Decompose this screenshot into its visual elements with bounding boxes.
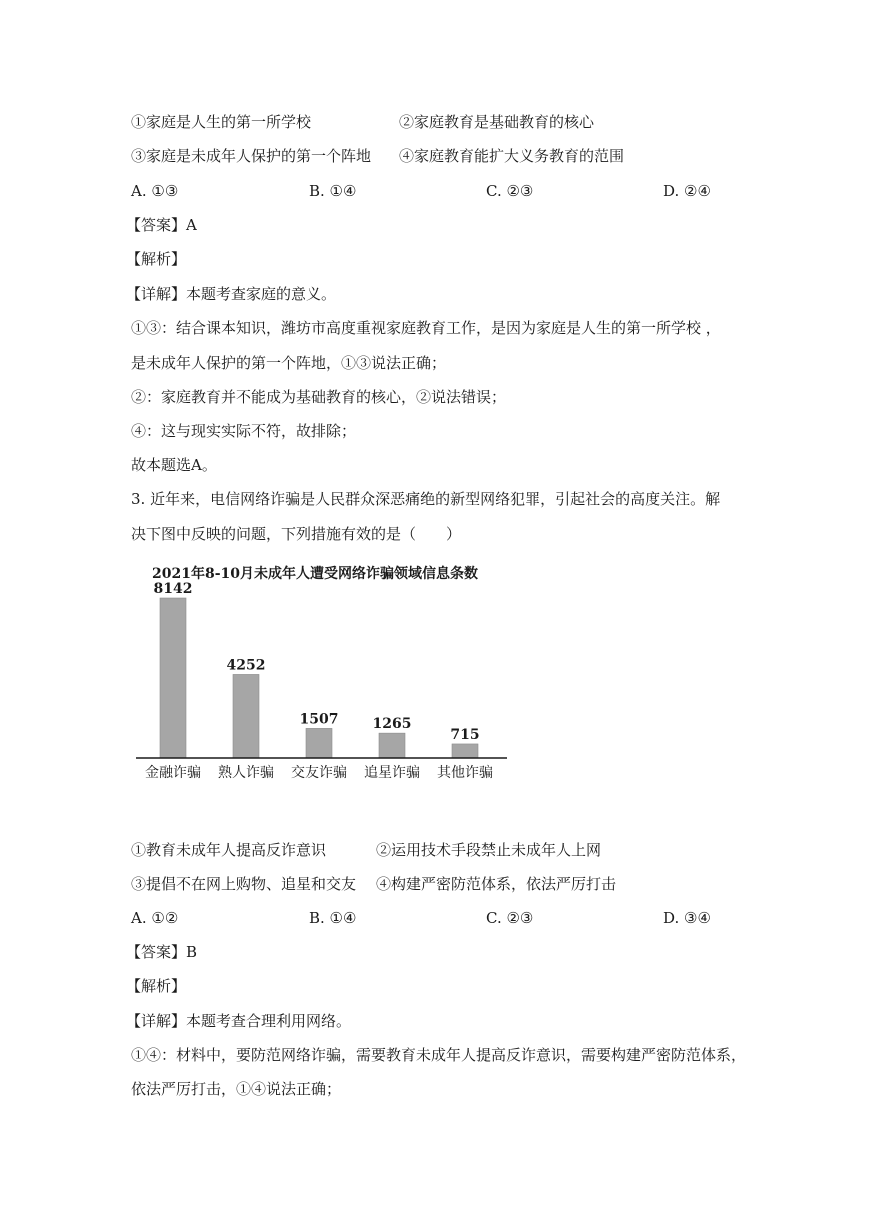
q2-answer: 【答案】A [126, 216, 197, 234]
q2-choice-b: B. ①④ [309, 182, 357, 200]
bar-1 [160, 598, 186, 758]
bar-value-label-4: 1265 [372, 716, 412, 733]
bar-5 [452, 744, 478, 758]
bar-3 [306, 728, 332, 758]
q3-choice-d: D. ③④ [663, 909, 711, 927]
q3-choice-b: B. ①④ [309, 909, 357, 927]
q2-detail-heading: 【详解】本题考查家庭的意义。 [126, 285, 337, 303]
fraud-bar-chart [130, 560, 520, 785]
q2-analysis-heading: 【解析】 [126, 250, 187, 268]
q3-stem-line-2: 决下图中反映的问题，下列措施有效的是（ ） [131, 525, 462, 543]
q3-option-1: ①教育未成年人提高反诈意识 [131, 841, 327, 859]
q3-option-4: ④构建严密防范体系，依法严厉打击 [376, 875, 617, 893]
q2-option-2: ②家庭教育是基础教育的核心 [399, 113, 595, 131]
q2-choice-c: C. ②③ [486, 182, 534, 200]
category-label-2: 熟人诈骗 [218, 765, 274, 781]
category-label-3: 交友诈骗 [291, 765, 347, 781]
q3-answer: 【答案】B [126, 943, 198, 961]
q3-option-3: ③提倡不在网上购物、追星和交友 [131, 875, 357, 893]
q3-option-2: ②运用技术手段禁止未成年人上网 [376, 841, 602, 859]
bar-value-label-1: 8142 [153, 581, 193, 597]
bar-value-label-2: 4252 [226, 657, 266, 674]
q3-explanation-1b: 依法严厉打击，①④说法正确； [131, 1080, 342, 1098]
bar-4 [379, 733, 405, 758]
bar-value-label-3: 1507 [299, 711, 339, 728]
category-label-5: 其他诈骗 [437, 765, 493, 781]
bar-value-label-5: 715 [450, 726, 480, 743]
q3-analysis-heading: 【解析】 [126, 977, 187, 995]
q2-choice-d: D. ②④ [663, 182, 711, 200]
q2-choice-a: A. ①③ [131, 182, 179, 200]
q2-option-3: ③家庭是未成年人保护的第一个阵地 [131, 147, 372, 165]
q2-option-1: ①家庭是人生的第一所学校 [131, 113, 312, 131]
q3-stem-line-1: 3. 近年来，电信网络诈骗是人民群众深恶痛绝的新型网络犯罪，引起社会的高度关注。解 [131, 490, 721, 508]
q3-choice-c: C. ②③ [486, 909, 534, 927]
q2-explanation-1a: ①③：结合课本知识，潍坊市高度重视家庭教育工作，是因为家庭是人生的第一所学校 ， [131, 319, 721, 337]
q2-explanation-1b: 是未成年人保护的第一个阵地，①③说法正确； [131, 354, 447, 372]
q2-explanation-2: ②：家庭教育并不能成为基础教育的核心，②说法错误； [131, 388, 507, 406]
chart-title: 2021年8-10月未成年人遭受网络诈骗领域信息条数 [152, 566, 478, 582]
q3-choice-a: A. ①② [131, 909, 179, 927]
q2-conclusion: 故本题选A。 [131, 456, 217, 474]
q3-explanation-1a: ①④：材料中，要防范网络诈骗，需要教育未成年人提高反诈意识，需要构建严密防范体系， [131, 1046, 747, 1064]
category-label-1: 金融诈骗 [145, 765, 201, 781]
category-label-4: 追星诈骗 [364, 765, 420, 781]
q2-option-4: ④家庭教育能扩大义务教育的范围 [399, 147, 625, 165]
q3-detail-heading: 【详解】本题考查合理利用网络。 [126, 1012, 352, 1030]
q2-explanation-3: ④：这与现实实际不符，故排除； [131, 422, 357, 440]
bar-2 [233, 674, 259, 758]
